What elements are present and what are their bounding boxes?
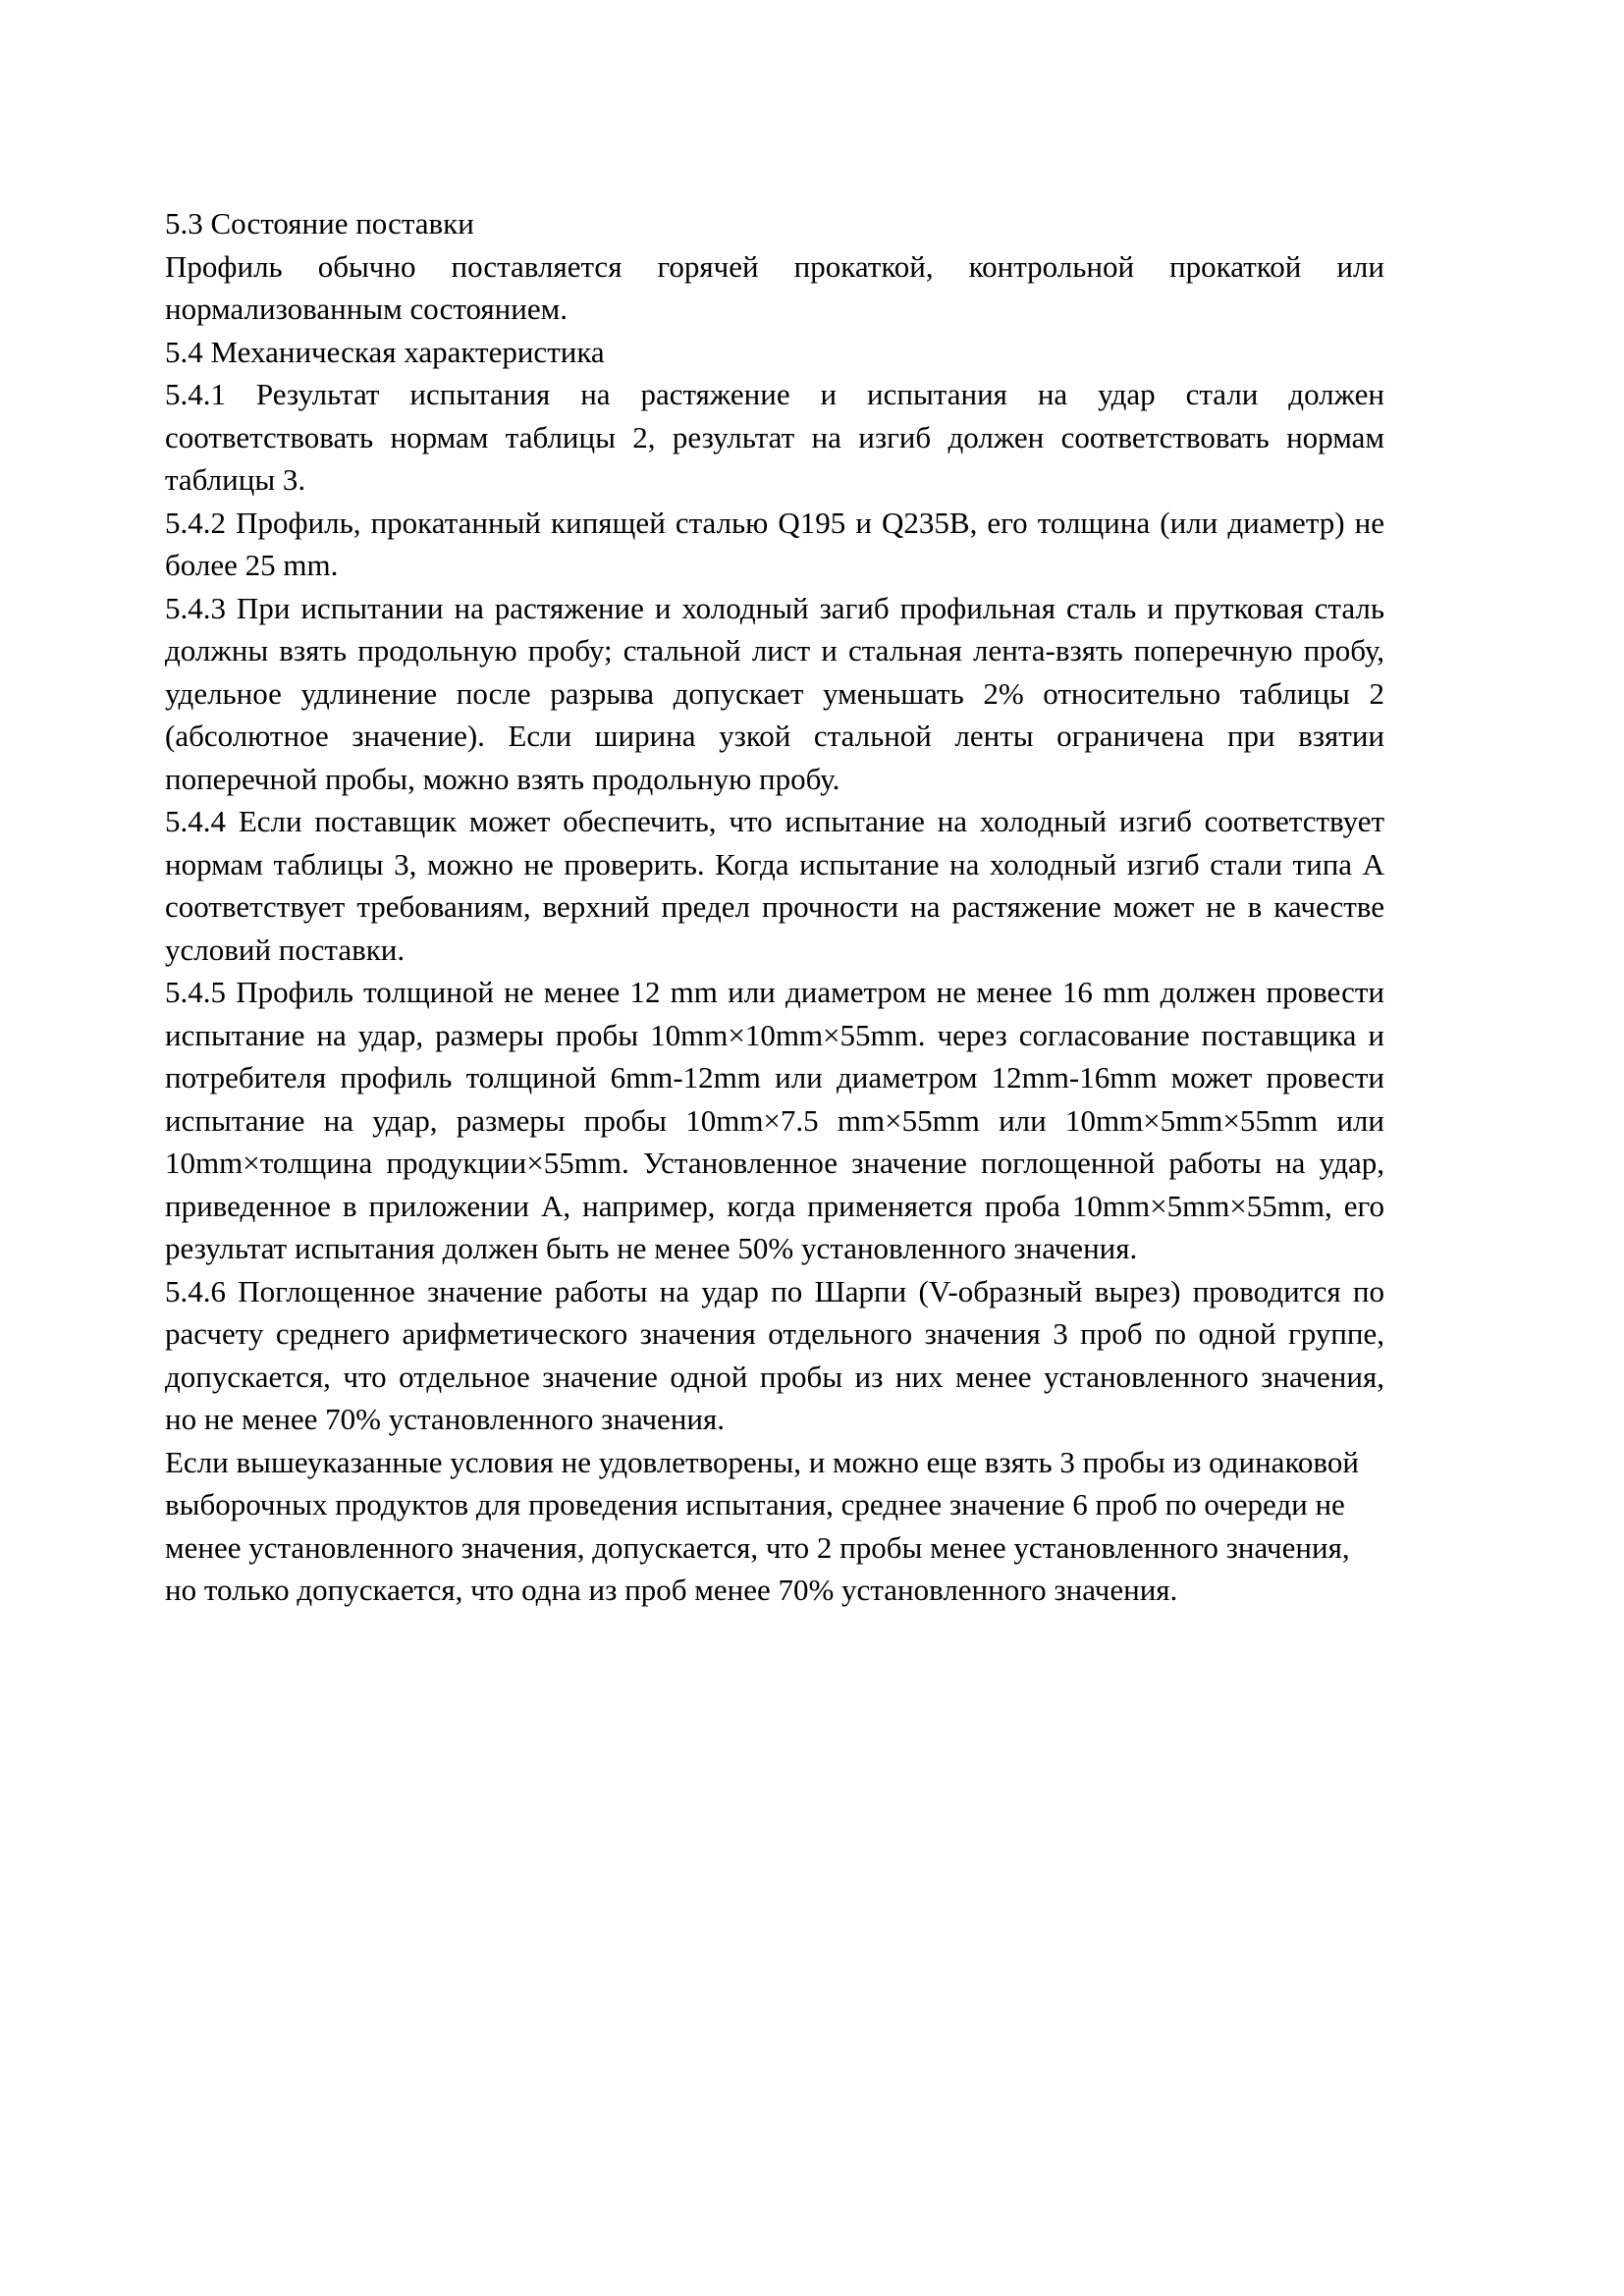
text-line: но только допускается, что одна из проб менее 70% установленного значения. (165, 1573, 1178, 1607)
text-line: 5.4.3 При испытании на растяжение и холодный загиб профильная сталь и прутковая сталь (165, 590, 1384, 625)
text-line: допускается, что отдельное значение одной пробы из них менее установленного значения, (165, 1359, 1384, 1394)
text-line: 5.4.2 Профиль, прокатанный кипящей сталью Q195 и Q235B, его толщина (или диаметр) не (165, 505, 1384, 540)
text-line: испытание на удар, размеры пробы 10mm×10mm×55mm. через согласование поставщика и (165, 1017, 1384, 1052)
text-line: удельное удлинение после разрыва допускает уменьшать 2% относительно таблицы 2 (165, 675, 1384, 711)
text-line: (абсолютное значение). Если ширина узкой стальной ленты ограничена при взятии (165, 719, 1384, 753)
text-line: 5.4.1 Результат испытания на растяжение и испытания на удар стали должен (165, 377, 1384, 411)
text-line: 5.4.6 Поглощенное значение работы на удар по Шарпи (V-образный вырез) проводится по (165, 1273, 1384, 1308)
text-line: выборочных продуктов для проведения испытания, среднее значение 6 проб по очереди не (165, 1487, 1345, 1522)
text-line: Профиль обычно поставляется горячей прокаткой, контрольной прокаткой или (165, 248, 1384, 284)
text-line: соответствовать нормам таблицы 2, результат на изгиб должен соответствовать нормам (165, 419, 1384, 454)
text-line: должны взять продольную пробу; стальной лист и стальная лента-взять поперечную пробу, (165, 633, 1384, 667)
text-line: поперечной пробы, можно взять продольную пробу. (165, 761, 840, 796)
text-line: приведенное в приложении А, например, когда применяется проба 10mm×5mm×55mm, его (165, 1188, 1384, 1223)
text-line: 5.3 Состояние поставки (165, 206, 474, 240)
text-line: 5.4 Механическая характеристика (165, 334, 605, 369)
document-text-block (165, 202, 1384, 1612)
text-line: результат испытания должен быть не менее 50% установленного значения. (165, 1231, 1138, 1265)
text-line: 5.4.4 Если поставщик может обеспечить, что испытание на холодный изгиб соответствует (165, 804, 1384, 838)
text-line: условий поставки. (165, 932, 406, 967)
text-line: соответствует требованиям, верхний предел прочности на растяжение может не в качестве (165, 889, 1384, 924)
text-line: но не менее 70% установленного значения. (165, 1402, 726, 1436)
text-line: Если вышеуказанные условия не удовлетворены, и можно еще взять 3 пробы из одинаковой (165, 1444, 1359, 1479)
text-line: нормализованным состоянием. (165, 292, 568, 326)
text-line: менее установленного значения, допускается, что 2 пробы менее установленного значения, (165, 1529, 1350, 1565)
text-line: расчету среднего арифметического значения отдельного значения 3 проб по одной группе, (165, 1316, 1384, 1351)
text-line: более 25 mm. (165, 548, 339, 582)
text-line: нормам таблицы 3, можно не проверить. Когда испытание на холодный изгиб стали типа А (165, 846, 1384, 881)
text-line: испытание на удар, размеры пробы 10mm×7.5 mm×55mm или 10mm×5mm×55mm или (165, 1102, 1384, 1138)
text-line: 5.4.5 Профиль толщиной не менее 12 mm или диаметром не менее 16 mm должен провести (165, 975, 1384, 1009)
text-line: 10mm×толщина продукции×55mm. Установленное значение поглощенной работы на удар, (165, 1146, 1384, 1180)
text-line: потребителя профиль толщиной 6mm-12mm или диаметром 12mm-16mm может провести (165, 1060, 1384, 1095)
text-line: таблицы 3. (165, 462, 306, 497)
